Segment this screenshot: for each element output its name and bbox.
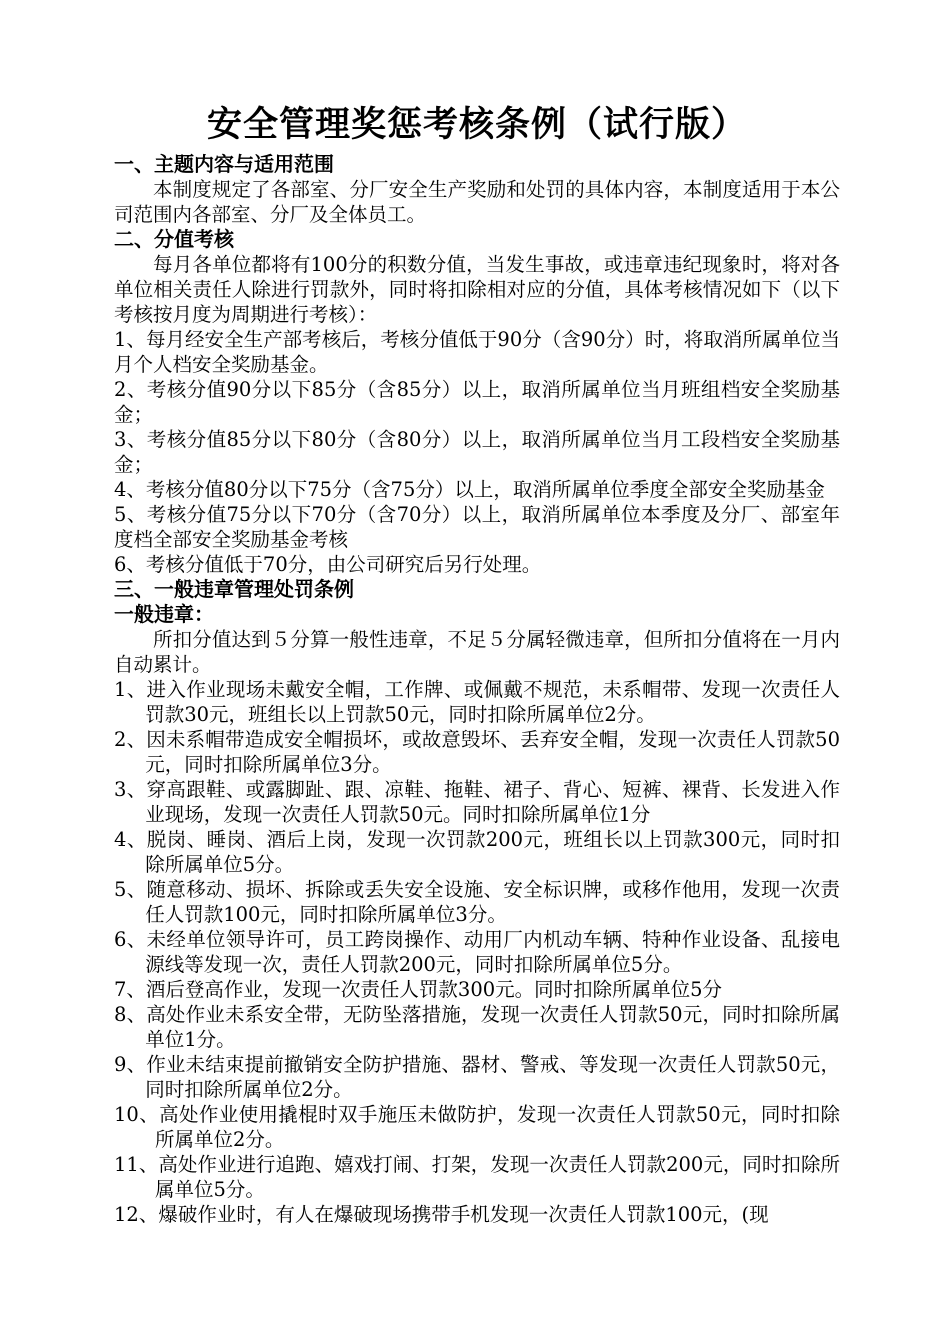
document-page [114,96,840,1227]
score-rules-list [114,327,840,577]
document-title: 安全管理奖惩考核条例（试行版） [206,104,747,145]
score-rule-item: 4、考核分值80分以下75分（含75分）以上，取消所属单位季度全部安全奖励基金 [114,478,825,501]
violation-rule-item: 11、高处作业进行追跑、嬉戏打闹、打架，发现一次责任人罚款200元，同时扣除所属单位5分。 [114,1153,840,1201]
score-rule-item: 3、考核分值85分以下80分（含80分）以上，取消所属单位当月工段档安全奖励基金； [114,428,840,476]
section-heading-score: 二、分值考核 [114,227,234,251]
score-rule-item: 2、考核分值90分以下85分（含85分）以上，取消所属单位当月班组档安全奖励基金； [114,378,840,426]
violation-rule-item: 2、因未系帽带造成安全帽损坏，或故意毁坏、丢弃安全帽，发现一次责任人罚款50元，同时扣除所属单位3分。 [114,728,840,776]
violation-rule-item: 6、未经单位领导许可，员工跨岗操作、动用厂内机动车辆、特种作业设备、乱接电源线等发现一次，责任人罚款200元，同时扣除所属单位5分。 [114,928,840,976]
section-heading-scope: 一、主题内容与适用范围 [114,152,334,176]
violation-rule-item: 5、随意移动、损坏、拆除或丢失安全设施、安全标识牌，或移作他用，发现一次责任人罚款100元，同时扣除所属单位3分。 [114,878,840,926]
violation-rule-item: 3、穿高跟鞋、或露脚趾、跟、凉鞋、拖鞋、裙子、背心、短裤、裸背、长发进入作业现场，发现一次责任人罚款50元。同时扣除所属单位1分 [114,778,840,826]
violation-rule-item: 4、脱岗、睡岗、酒后上岗，发现一次罚款200元，班组长以上罚款300元，同时扣除所属单位5分。 [114,828,840,876]
violation-rules-list [114,677,840,1227]
violation-rule-item: 7、酒后登高作业，发现一次责任人罚款300元。同时扣除所属单位5分 [114,978,723,1001]
subheading-general-violation: 一般违章： [114,602,214,626]
score-rule-item: 1、每月经安全生产部考核后，考核分值低于90分（含90分）时，将取消所属单位当月个人档安全奖励基金。 [114,328,840,376]
section-scope [114,152,840,227]
violation-rule-item: 8、高处作业未系安全带，无防坠落措施，发现一次责任人罚款50元，同时扣除所属单位1分。 [114,1003,840,1051]
section-paragraph-violation: 所扣分值达到５分算一般性违章，不足５分属轻微违章，但所扣分值将在一月内自动累计。 [114,628,840,676]
violation-rule-item: 10、高处作业使用撬棍时双手施压未做防护，发现一次责任人罚款50元，同时扣除所属单位2分。 [114,1103,840,1151]
section-paragraph-score: 每月各单位都将有100分的积数分值，当发生事故，或违章违纪现象时，将对各单位相关责任人除进行罚款外，同时将扣除相对应的分值，具体考核情况如下（以下考核按月度为周期进行考核）： [114,253,840,326]
section-violation-penalty [114,577,840,1227]
violation-rule-item: 9、作业未结束提前撤销安全防护措施、器材、警戒、等发现一次责任人罚款50元，同时扣除所属单位2分。 [114,1053,840,1101]
score-rule-item: 6、考核分值低于70分，由公司研究后另行处理。 [114,553,542,576]
violation-rule-item: 12、爆破作业时，有人在爆破现场携带手机发现一次责任人罚款100元，(现 [114,1203,769,1226]
section-heading-violation: 三、一般违章管理处罚条例 [114,577,354,601]
section-paragraph-scope: 本制度规定了各部室、分厂安全生产奖励和处罚的具体内容，本制度适用于本公司范围内各部室、分厂及全体员工。 [114,178,840,226]
score-rule-item: 5、考核分值75分以下70分（含70分）以上，取消所属单位本季度及分厂、部室年度档全部安全奖励基金考核 [114,503,840,551]
section-score-assessment [114,227,840,577]
violation-rule-item: 1、进入作业现场未戴安全帽，工作牌、或佩戴不规范，未系帽带、发现一次责任人罚款30元，班组长以上罚款50元，同时扣除所属单位2分。 [114,678,840,726]
